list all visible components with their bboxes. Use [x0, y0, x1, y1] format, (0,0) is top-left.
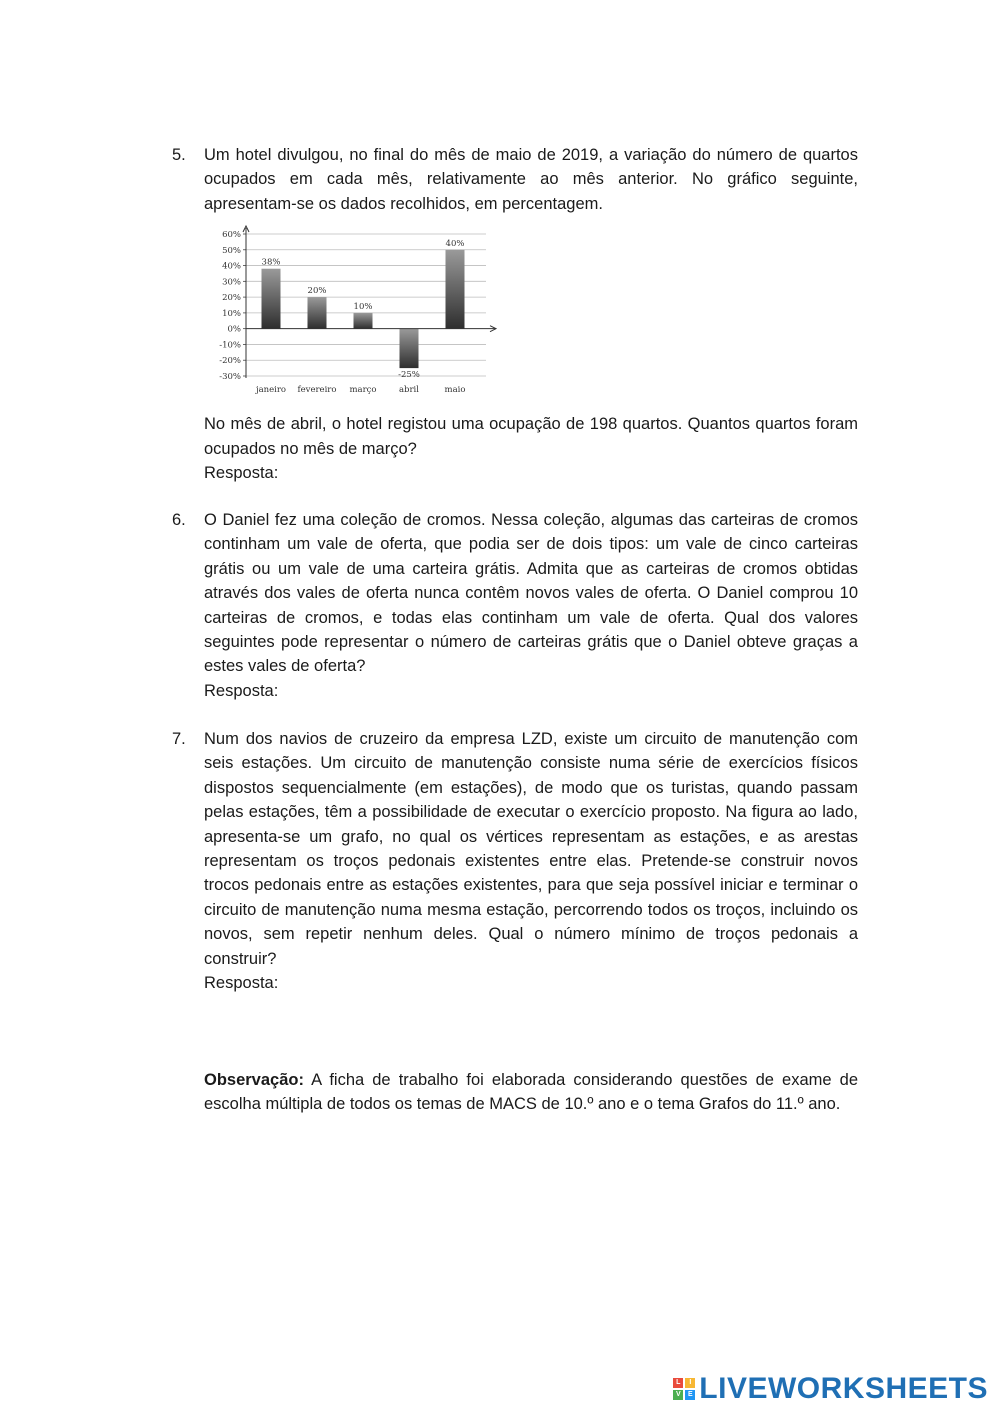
logo-square-e: E	[685, 1390, 695, 1400]
y-tick-label: 10%	[222, 309, 241, 320]
chart-svg	[204, 224, 504, 404]
y-tick-label: 60%	[222, 230, 241, 241]
question-number: 7.	[172, 730, 186, 748]
answer-label[interactable]: Resposta:	[204, 464, 279, 483]
logo-square-v: V	[673, 1390, 683, 1400]
question-5	[172, 143, 858, 485]
y-tick-label: 0%	[227, 324, 241, 335]
bar-data-label: -25%	[398, 370, 420, 381]
y-tick-label: 40%	[222, 261, 241, 272]
answer-label[interactable]: Resposta:	[204, 974, 279, 993]
bar	[446, 250, 465, 329]
bar	[400, 329, 419, 368]
bar-data-label: 20%	[307, 286, 327, 297]
answer-label[interactable]: Resposta:	[204, 681, 279, 700]
y-tick-label: -20%	[219, 356, 241, 367]
x-tick-label: janeiro	[255, 385, 287, 396]
logo-text: LIVEWORKSHEETS	[699, 1372, 988, 1405]
question-text: O Daniel fez uma coleção de cromos. Nessa coleção, algumas das carteiras de cromos continham um vale de oferta, que podia ser de dois tipos: um vale de cinco carteiras grátis ou um vale de uma carteira grátis. Admita que as carteiras de cromos obtidas através dos vales de oferta nunca contêm novos vales de oferta. O Daniel comprou 10 carteiras de cromos, e todas elas continham um vale de oferta. Qual dos valores seguintes pode representar o número de carteiras grátis que o Daniel obteve graças a estes vales de oferta?	[204, 511, 858, 676]
y-tick-label: 20%	[222, 293, 241, 304]
y-tick-label: -30%	[219, 372, 241, 383]
y-tick-label: -10%	[219, 340, 241, 351]
x-tick-label: abril	[398, 385, 420, 396]
question-text: Num dos navios de cruzeiro da empresa LZD, existe um circuito de manutenção com seis estações. Um circuito de manutenção consiste numa série de exercícios físicos dispostos sequencialmente (em estações), de modo que os turistas, quando passam pelas estações, têm a possibilidade de executar o exercício proposto. Na figura ao lado, apresenta-se um grafo, no qual os vértices representam as estações, e as arestas representam os troços pedonais existentes entre elas. Pretende-se construir novos trocos pedonais entre as estações existentes, para que seja possível iniciar e terminar o circuito de manutenção numa mesma estação, percorrendo todos os troços, incluindo os novos, sem repetir nenhum deles. Qual o número mínimo de troços pedonais a construir?	[204, 730, 858, 968]
bar	[262, 269, 281, 329]
bar-data-label: 40%	[445, 238, 465, 249]
question-number: 5.	[172, 146, 186, 164]
logo-square-i: I	[685, 1378, 695, 1388]
bar	[308, 297, 327, 329]
logo-icon	[673, 1378, 695, 1400]
bar-data-label: 10%	[353, 302, 373, 313]
bar	[354, 313, 373, 329]
observation-label: Observação:	[204, 1071, 304, 1089]
question-7	[172, 727, 858, 995]
bar-chart	[204, 224, 504, 404]
observation-note	[204, 1068, 858, 1117]
x-tick-label: março	[349, 385, 377, 396]
logo-square-l: L	[673, 1378, 683, 1388]
x-tick-label: maio	[444, 385, 466, 396]
y-tick-label: 30%	[222, 277, 241, 288]
question-text: Um hotel divulgou, no final do mês de maio de 2019, a variação do número de quartos ocupados em cada mês, relativamente ao mês anterior. No gráfico seguinte, apresentam-se os dados recolhidos, em percentagem.	[204, 146, 858, 213]
observation-text: A ficha de trabalho foi elaborada considerando questões de exame de escolha múltipla de todos os temas de MACS de 10.º ano e o tema Grafos do 11.º ano.	[204, 1071, 858, 1114]
liveworksheets-logo[interactable]	[673, 1372, 988, 1406]
question-6	[172, 508, 858, 703]
question-number: 6.	[172, 511, 186, 529]
bar-data-label: 38%	[261, 257, 281, 268]
x-tick-label: fevereiro	[297, 385, 337, 396]
y-tick-label: 50%	[222, 245, 241, 256]
question-followup: No mês de abril, o hotel registou uma ocupação de 198 quartos. Quantos quartos foram ocupados no mês de março?	[204, 415, 858, 458]
